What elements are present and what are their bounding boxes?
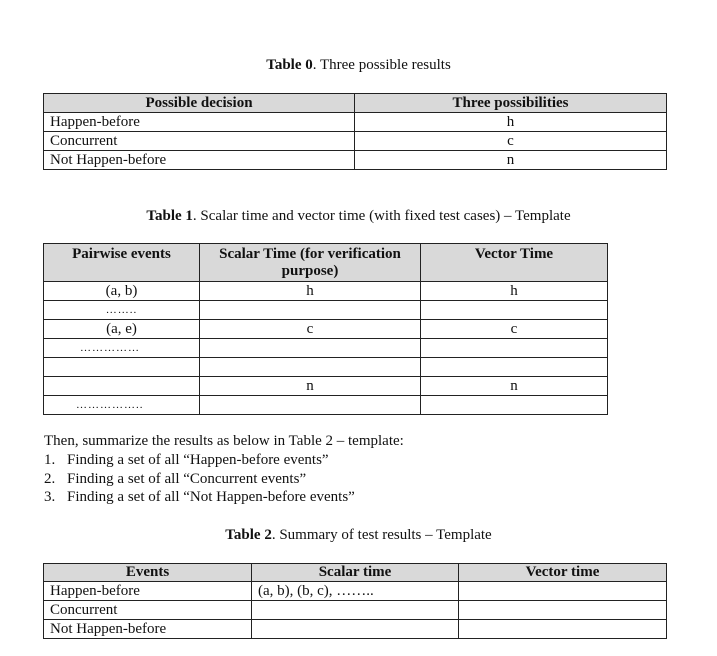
table0-header-possibilities: Three possibilities (355, 94, 667, 113)
table2-caption-label: Table 2 (225, 527, 272, 543)
table1-cell (421, 358, 608, 377)
table1-cell: h (421, 282, 608, 301)
table1-cell (44, 358, 200, 377)
table1-cell: n (421, 377, 608, 396)
table2-cell: (a, b), (b, c), …….. (252, 582, 459, 601)
table2-header-events: Events (44, 564, 252, 582)
table-row (44, 151, 667, 170)
table2-cell: Concurrent (44, 601, 252, 620)
table0-caption-label: Table 0 (266, 57, 313, 73)
table2-cell (459, 620, 667, 639)
list-item-number: 2. (44, 471, 56, 487)
table-row (44, 582, 667, 601)
table1-header-pairwise: Pairwise events (44, 244, 200, 282)
table1-cell: …….. (44, 301, 200, 320)
table0 (43, 93, 667, 170)
table1-caption-label: Table 1 (146, 208, 193, 224)
list-item (44, 452, 329, 469)
table1-caption (0, 208, 717, 225)
table1 (43, 243, 608, 415)
table1-cell: c (200, 320, 421, 339)
table0-cell: n (355, 151, 667, 170)
summary-intro: Then, summarize the results as below in Table 2 – template: (44, 433, 404, 449)
table1-header-scalar: Scalar Time (for verification purpose) (200, 244, 421, 282)
table1-cell: h (200, 282, 421, 301)
table2-cell (252, 601, 459, 620)
table2-caption (0, 527, 717, 544)
table1-cell: …………….. (44, 396, 200, 415)
table0-cell: Not Happen-before (44, 151, 355, 170)
list-item (44, 471, 306, 488)
table1-caption-text: . Scalar time and vector time (with fixed test cases) – Template (192, 208, 571, 224)
table1-cell (421, 396, 608, 415)
table1-cell: (a, e) (44, 320, 200, 339)
table2-header-scalar: Scalar time (252, 564, 459, 582)
table0-caption-text: . Three possible results (312, 57, 451, 73)
table-row (44, 601, 667, 620)
table1-cell (421, 339, 608, 358)
table1-cell: n (200, 377, 421, 396)
table1-header-vector: Vector Time (421, 244, 608, 282)
table1-cell (200, 339, 421, 358)
table-row (44, 301, 608, 320)
table0-cell: Concurrent (44, 132, 355, 151)
table1-cell (421, 301, 608, 320)
table1-cell: c (421, 320, 608, 339)
table-row (44, 396, 608, 415)
table2-cell (252, 620, 459, 639)
table-row (44, 620, 667, 639)
table0-cell: h (355, 113, 667, 132)
table-row (44, 358, 608, 377)
table1-cell (200, 396, 421, 415)
list-item-text: Finding a set of all “Concurrent events” (67, 471, 307, 487)
table-row (44, 339, 608, 358)
table2-cell (459, 601, 667, 620)
list-item-text: Finding a set of all “Happen-before events” (67, 452, 329, 468)
list-item-number: 1. (44, 452, 56, 468)
table2 (43, 563, 667, 639)
list-item-text: Finding a set of all “Not Happen-before events” (67, 489, 355, 505)
table0-cell: c (355, 132, 667, 151)
table1-cell: …………… (44, 339, 200, 358)
table1-cell (200, 301, 421, 320)
table1-cell (200, 358, 421, 377)
table-row (44, 320, 608, 339)
table2-caption-text: . Summary of test results – Template (271, 527, 492, 543)
table0-header-decision: Possible decision (44, 94, 355, 113)
table2-cell (459, 582, 667, 601)
table-row (44, 113, 667, 132)
table2-cell: Not Happen-before (44, 620, 252, 639)
table-row (44, 377, 608, 396)
table2-header-vector: Vector time (459, 564, 667, 582)
table0-caption (0, 57, 717, 74)
table1-cell: (a, b) (44, 282, 200, 301)
table-row (44, 282, 608, 301)
list-item-number: 3. (44, 489, 56, 505)
table0-cell: Happen-before (44, 113, 355, 132)
list-item (44, 489, 355, 506)
table2-cell: Happen-before (44, 582, 252, 601)
table-row (44, 132, 667, 151)
table1-cell (44, 377, 200, 396)
